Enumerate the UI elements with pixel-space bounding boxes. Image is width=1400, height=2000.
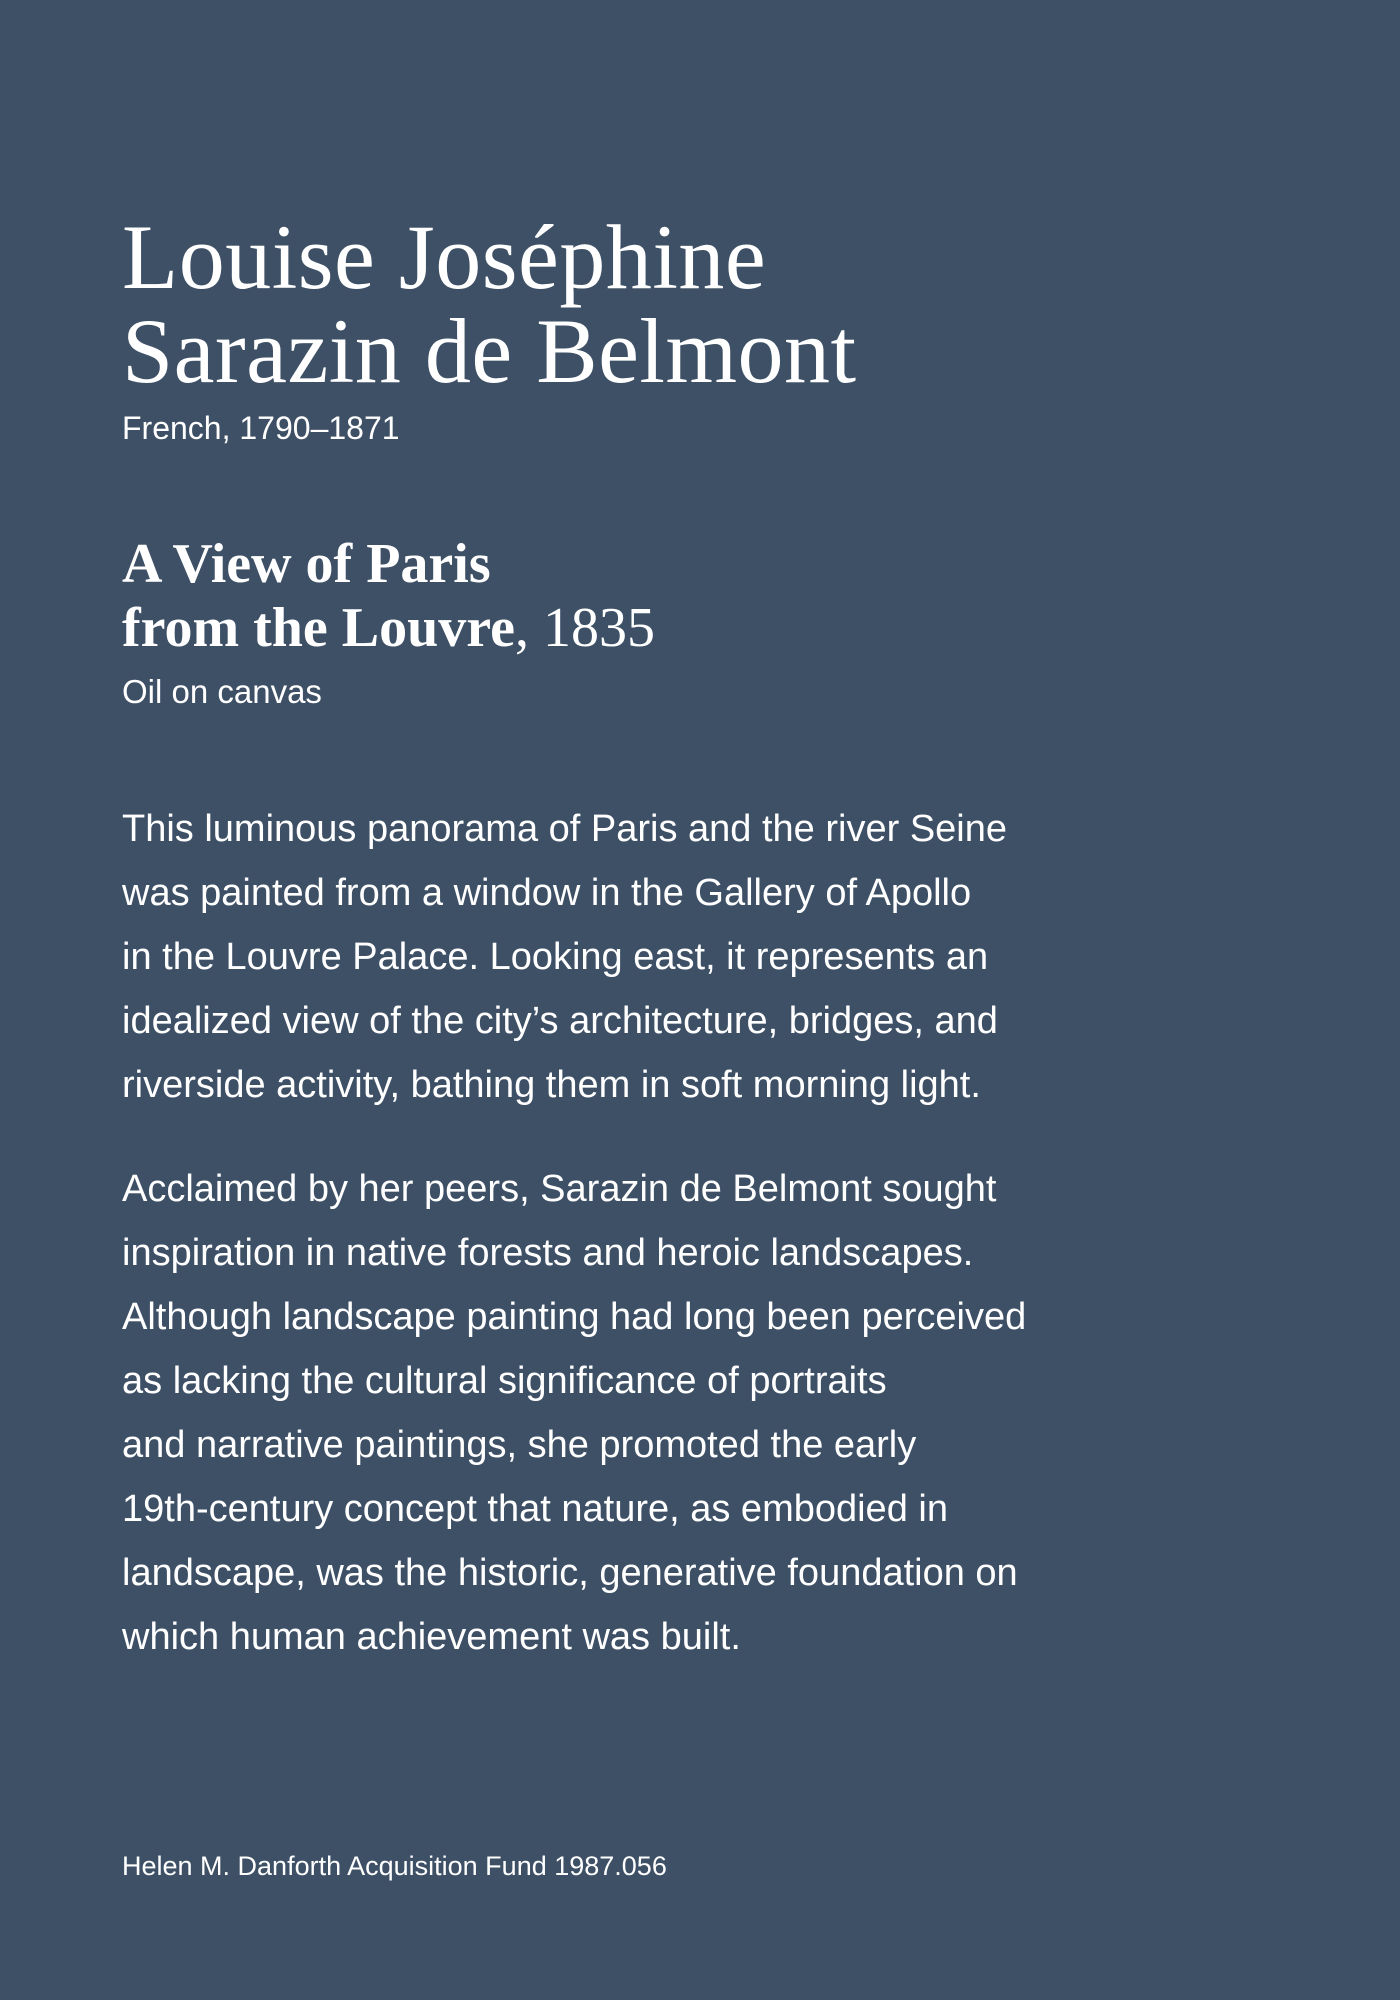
artist-nationality-dates: French, 1790–1871 (122, 410, 400, 446)
artist-name-line-2: Sarazin de Belmont (122, 300, 857, 402)
artwork-title-line-2-wrapper (122, 597, 655, 659)
artwork-year: 1835 (542, 597, 655, 659)
paragraph-2-line: inspiration in native forests and heroic landscapes. (122, 1232, 974, 1274)
artwork-title-line-2: from the Louvre (122, 597, 515, 659)
artwork-title-line-1: A View of Paris (122, 533, 491, 595)
paragraph-1-line: idealized view of the city’s architecture, bridges, and (122, 1000, 998, 1042)
paragraph-2-line: landscape, was the historic, generative foundation on (122, 1552, 1018, 1594)
paragraph-1-line: This luminous panorama of Paris and the river Seine (122, 808, 1008, 850)
artwork-title (122, 532, 655, 660)
paragraph-2-line: 19th-century concept that nature, as embodied in (122, 1488, 948, 1530)
paragraph-2-line: as lacking the cultural significance of portraits (122, 1360, 887, 1402)
description-paragraph-1 (122, 797, 1007, 1117)
artwork-medium: Oil on canvas (122, 673, 322, 710)
credit-line: Helen M. Danforth Acquisition Fund 1987.056 (122, 1851, 667, 1881)
artist-name-line-1: Louise Joséphine (122, 206, 767, 308)
paragraph-2-line: and narrative paintings, she promoted the early (122, 1424, 917, 1466)
paragraph-1-line: in the Louvre Palace. Looking east, it represents an (122, 936, 989, 978)
paragraph-2-line: Although landscape painting had long been perceived (122, 1296, 1027, 1338)
paragraph-2-line: Acclaimed by her peers, Sarazin de Belmont sought (122, 1168, 997, 1210)
artist-name (122, 206, 857, 402)
paragraph-2-line: which human achievement was built. (122, 1616, 741, 1658)
paragraph-1-line: riverside activity, bathing them in soft morning light. (122, 1064, 981, 1106)
description-paragraph-2 (122, 1157, 1026, 1669)
artwork-title-separator: , (514, 597, 543, 659)
paragraph-1-line: was painted from a window in the Gallery of Apollo (122, 872, 972, 914)
